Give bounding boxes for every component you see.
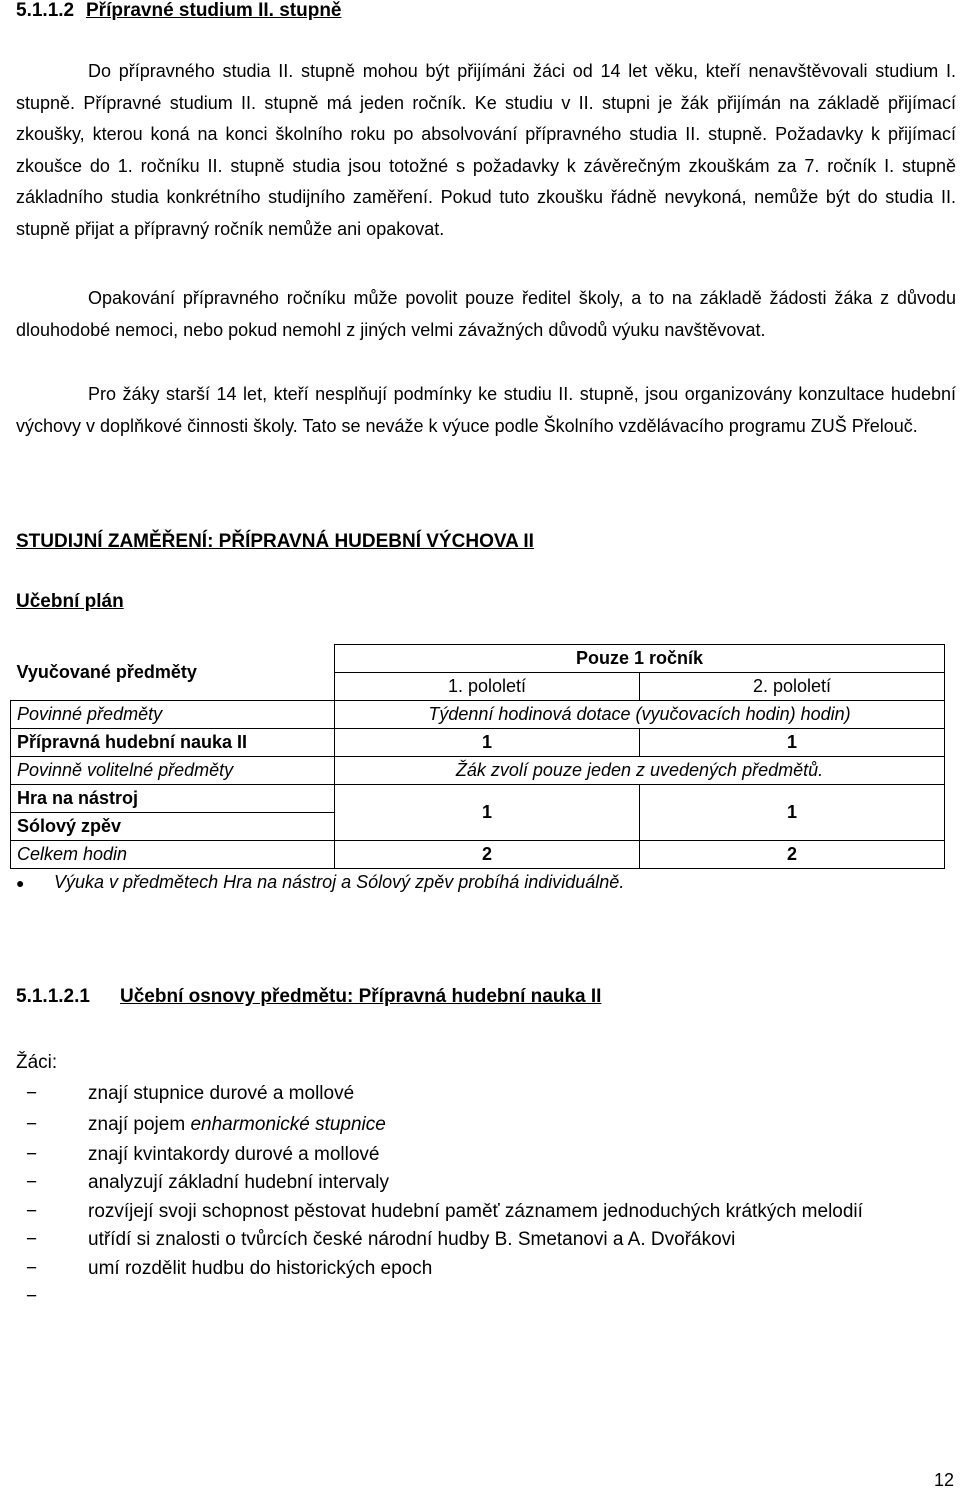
- paragraph-2: [16, 283, 956, 346]
- dash-icon: −: [26, 1083, 38, 1104]
- section-heading: [16, 0, 342, 22]
- subsection-number: 5.1.1.2.1: [16, 986, 90, 1007]
- list-item: [16, 1198, 863, 1227]
- semester-1-header: 1. pololetí: [335, 673, 640, 701]
- dash-icon: −: [26, 1172, 38, 1193]
- paragraph-2-text: Opakování přípravného ročníku může povolit pouze ředitel školy, a to na základě žádosti žáka z důvodu dlouhodobé nemoci, nebo pokud nemohl z jiných velmi závažných důvodů výuku navštěvovat.: [16, 288, 956, 340]
- page-number: 12: [933, 1470, 954, 1490]
- dash-icon: −: [26, 1286, 38, 1307]
- semester-2-header: 2. pololetí: [640, 673, 945, 701]
- study-focus-heading: STUDIJNÍ ZAMĚŘENÍ: PŘÍPRAVNÁ HUDEBNÍ VÝCHOVA II: [16, 531, 534, 552]
- section-number: 5.1.1.2: [16, 0, 75, 21]
- dash-icon: −: [26, 1200, 38, 1222]
- outcome-text: rozvíjejí svoji schopnost pěstovat hudební paměť záznamem jednoduchých krátkých melodií: [88, 1200, 863, 1222]
- weekly-hours-label: Týdenní hodinová dotace (vyučovacích hodin) hodin): [335, 701, 945, 729]
- paragraph-1: [16, 56, 956, 245]
- subject-3-name: Sólový zpěv: [11, 813, 335, 841]
- bullet-icon: ●: [16, 875, 25, 891]
- list-item: [16, 1226, 863, 1255]
- elective-note: Žák zvolí pouze jeden z uvedených předmětů.: [335, 757, 945, 785]
- outcome-text: znají stupnice durové a mollové: [88, 1083, 355, 1104]
- outcome-text: znají pojem enharmonické stupnice: [88, 1113, 386, 1135]
- paragraph-3-text: Pro žáky starší 14 let, kteří nesplňují podmínky ke studiu II. stupně, jsou organizovány konzultace hudební výchovy v doplňkové činnosti školy. Tato se neváže k výuce podle Školního vzdělávacího programu ZUŠ Přelouč.: [16, 384, 956, 436]
- outcome-text: analyzují základní hudební intervaly: [88, 1172, 390, 1193]
- subsection-title: Učební osnovy předmětu: Přípravná hudební nauka II: [120, 986, 602, 1007]
- table-row: [11, 645, 945, 673]
- paragraph-3: [16, 379, 956, 442]
- section-title: Přípravné studium II. stupně: [86, 0, 342, 21]
- total-sem2: 2: [640, 841, 945, 869]
- subjects-header: Vyučované předměty: [11, 645, 335, 701]
- mandatory-label: Povinné předměty: [11, 701, 335, 729]
- italic-term: enharmonické stupnice: [190, 1113, 386, 1135]
- table-row: [11, 729, 945, 757]
- table-row: [11, 785, 945, 813]
- table-row: [11, 701, 945, 729]
- subsection-heading: [16, 986, 601, 1008]
- table-row: [11, 841, 945, 869]
- dash-icon: −: [26, 1113, 38, 1135]
- dash-icon: −: [26, 1143, 38, 1165]
- table-row: [11, 757, 945, 785]
- list-item: [16, 1283, 863, 1312]
- elective-sem1: 1: [335, 785, 640, 841]
- year-header: Pouze 1 ročník: [335, 645, 945, 673]
- list-item: [16, 1141, 863, 1170]
- outcome-text: umí rozdělit hudbu do historických epoch: [88, 1257, 433, 1279]
- list-item: [16, 1080, 863, 1109]
- subject-1-sem2: 1: [640, 729, 945, 757]
- total-sem1: 2: [335, 841, 640, 869]
- outcome-text: utřídí si znalosti o tvůrcích české národní hudby B. Smetanovi a A. Dvořákovi: [88, 1229, 736, 1250]
- dash-icon: −: [26, 1229, 38, 1250]
- outcome-text: znají kvintakordy durové a mollové: [88, 1143, 380, 1165]
- elective-sem2: 1: [640, 785, 945, 841]
- paragraph-1-text: Do přípravného studia II. stupně mohou být přijímáni žáci od 14 let věku, kteří nenavštěvovali studium I. stupně. Přípravné studium II. stupně má jeden ročník. Ke studiu v II. stupni je žák přijímán na základě přijímací zkoušky, kterou koná na konci školního roku po absolvování přípravného studia II. stupně. Požadavky k přijímací zkoušce do 1. ročníku II. stupně studia jsou totožné s požadavky k závěrečným zkouškám za 7. ročník I. stupně základního studia konkrétního studijního zaměření. Pokud tuto zkoušku řádně nevykoná, nemůže být do studia II. stupně přijat a přípravný ročník nemůže ani opakovat.: [16, 61, 956, 239]
- bullet-note: [16, 872, 624, 893]
- total-label: Celkem hodin: [11, 841, 335, 869]
- pupils-label: Žáci:: [16, 1052, 58, 1073]
- subject-1-sem1: 1: [335, 729, 640, 757]
- outcomes-list: [16, 1080, 863, 1312]
- list-item: [16, 1109, 863, 1141]
- bullet-note-text: Výuka v předmětech Hra na nástroj a Sólový zpěv probíhá individuálně.: [54, 872, 625, 892]
- subject-2-name: Hra na nástroj: [11, 785, 335, 813]
- elective-label: Povinně volitelné předměty: [11, 757, 335, 785]
- plan-heading: Učební plán: [16, 591, 124, 612]
- list-item: [16, 1255, 863, 1284]
- list-item: [16, 1169, 863, 1198]
- dash-icon: −: [26, 1257, 38, 1279]
- study-plan-table: [10, 644, 945, 869]
- subject-1-name: Přípravná hudební nauka II: [11, 729, 335, 757]
